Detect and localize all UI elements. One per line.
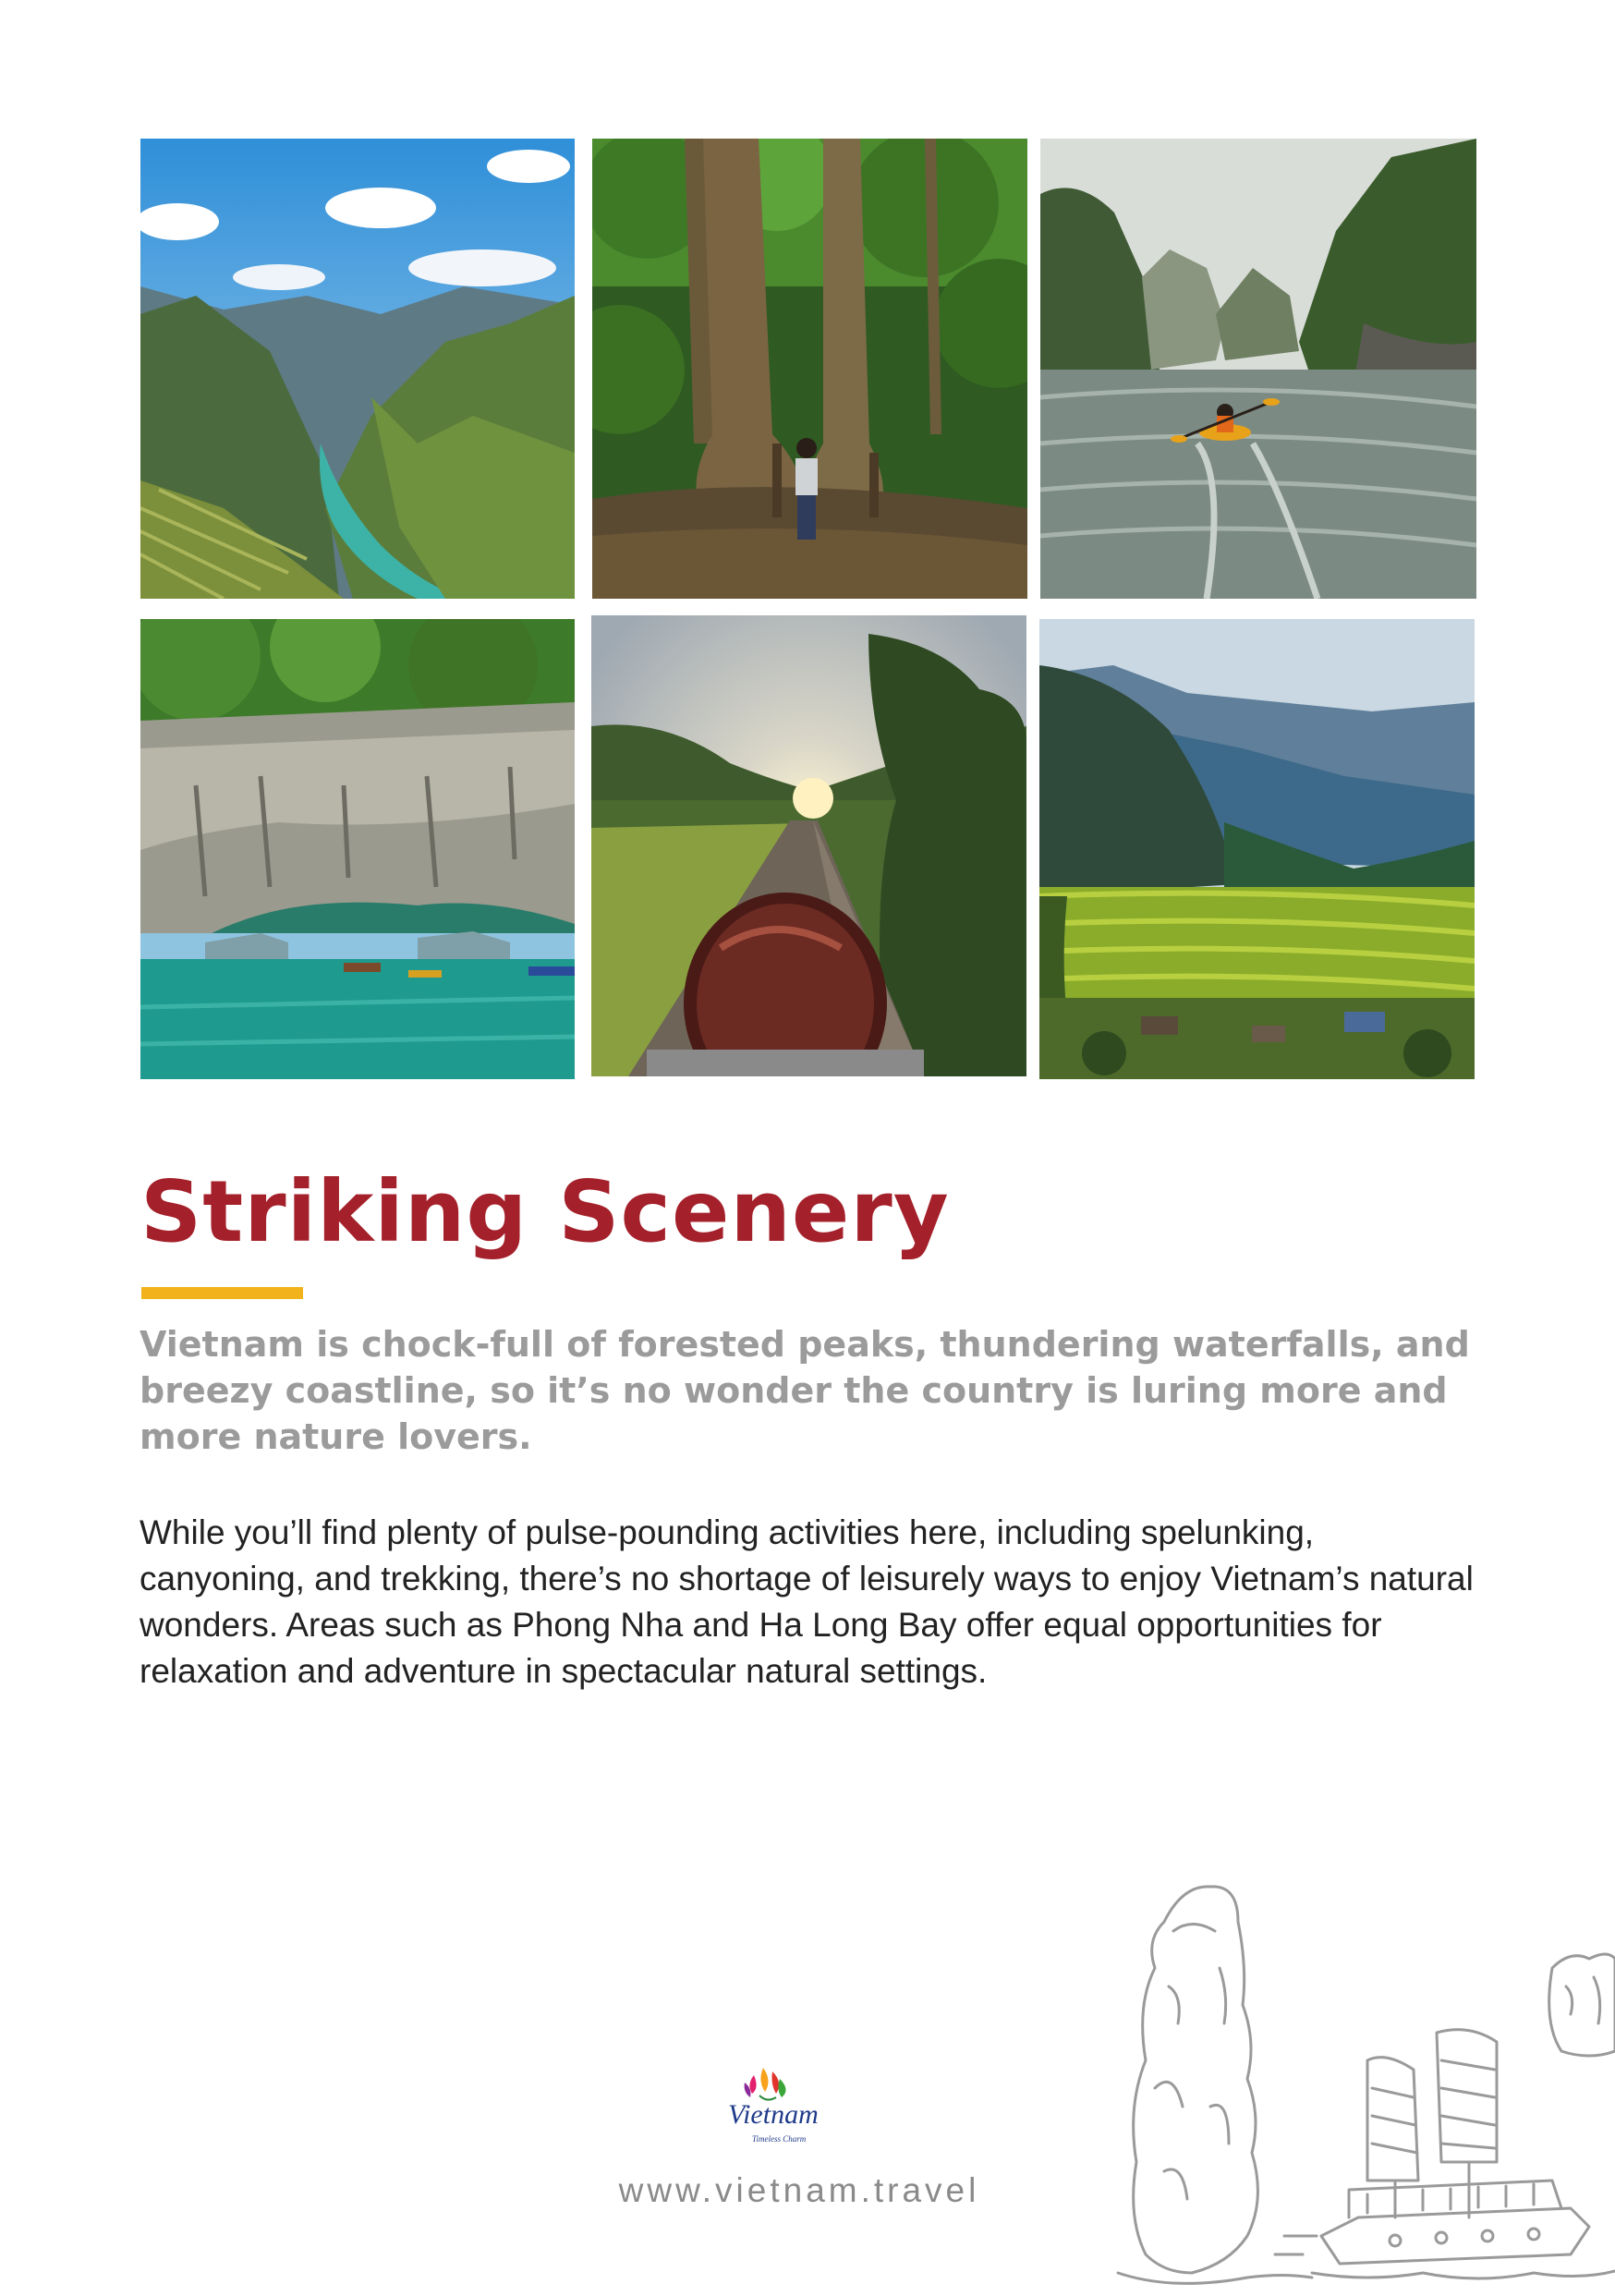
photo-forest-hiker: [592, 139, 1027, 599]
photo-motorbike-road-sunset: [591, 615, 1026, 1076]
halong-bay-boat-sketch: [1090, 1866, 1615, 2291]
photo-sea-cave-arch: [140, 619, 575, 1079]
website-url[interactable]: www.vietnam.travel: [618, 2171, 980, 2209]
intro-lead-paragraph: Vietnam is chock-full of forested peaks, thundering waterfalls, and breezy coastline, so it’s no wonder the country is luring more and more nature lovers.: [140, 1324, 1470, 1457]
logo-wordmark: Vietnam: [728, 2099, 819, 2130]
vietnam-logo: [711, 2062, 841, 2147]
photo-river-kayaking: [1040, 139, 1476, 599]
photo-mountain-river-canyon: [140, 139, 575, 599]
page-title: Striking Scenery: [140, 1162, 950, 1261]
body-paragraph: While you’ll find plenty of pulse-pounding activities here, including spelunking, canyoning, and trekking, there’s no shortage of leisurely ways to enjoy Vietnam’s natural wonders. Areas such as Phong Nha and Ha Long Bay offer equal opportunities for relaxation and adventure in spectacular natural settings.: [140, 1513, 1474, 1690]
title-accent-underline: [141, 1287, 303, 1299]
logo-tagline: Timeless Charm: [752, 2134, 807, 2144]
photo-valley-rice-terraces: [1039, 619, 1475, 1079]
